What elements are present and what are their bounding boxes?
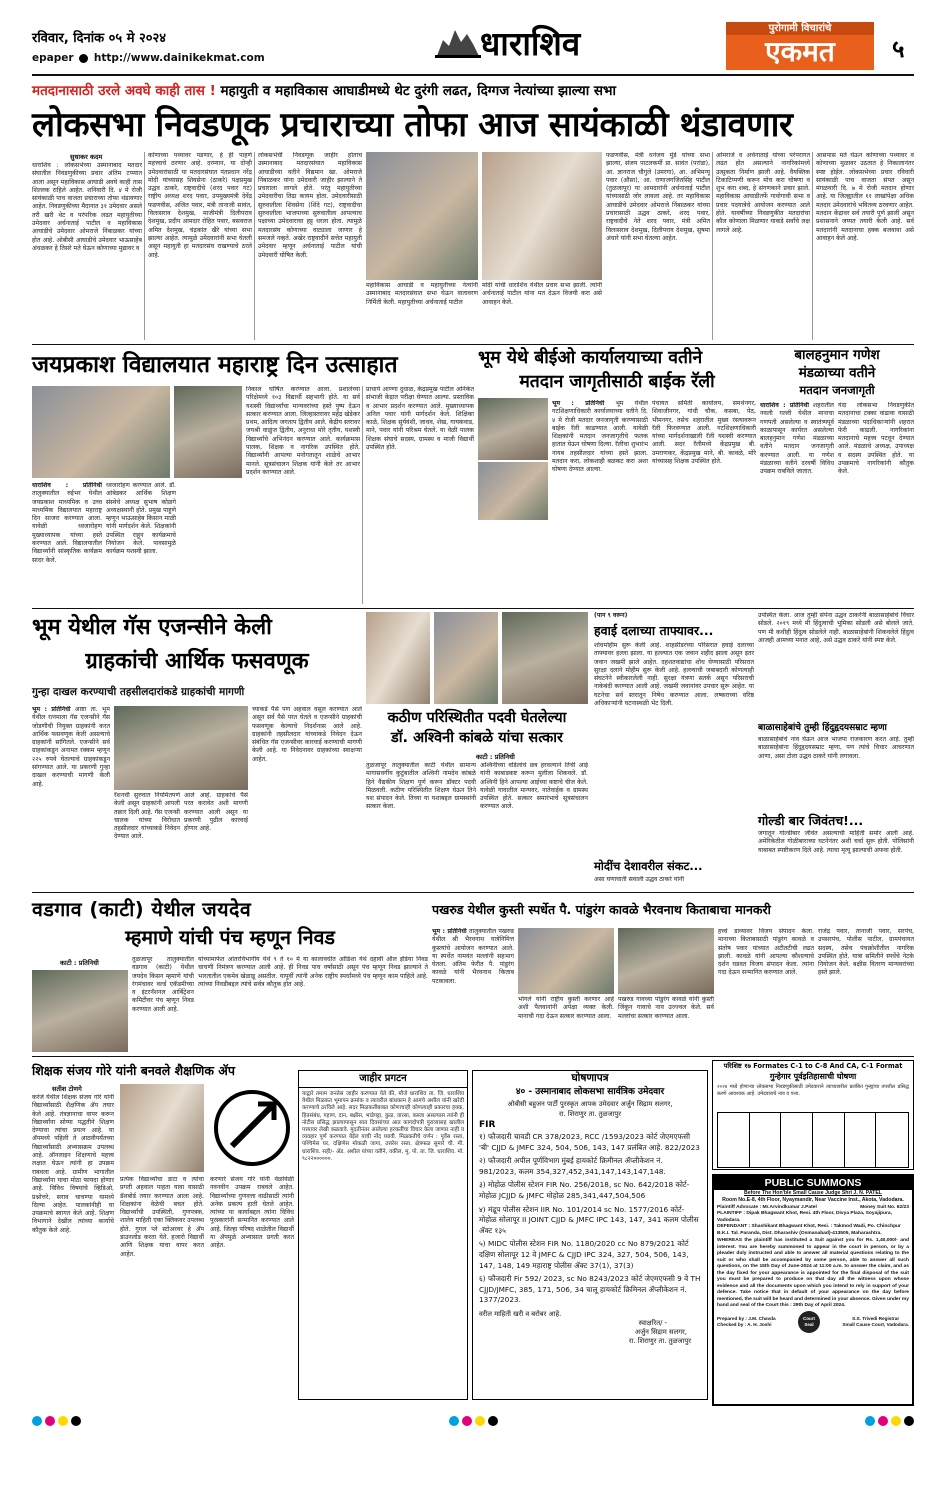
kicker-red: मतदानासाठी उरले अवघे काही तास ! bbox=[32, 83, 216, 99]
cursor-icon bbox=[79, 54, 88, 63]
summons-advocate: Plaintiff Advocate : Mr.Arvindkumar J.Patel bbox=[717, 1205, 817, 1210]
wrestling-col-1: भूम : प्रतिनिधी तालुक्यातील पखरुड येथील श्री भैरवनाथ यात्रेनिमित्त कुस्त्यांचे आयोजन करण्यात आले. या स्पर्धेत नामवंत मल्लांनी सहभाग घेतला. अंतिम फेरीत पै. पांडुरंग कावळे यांनी भैरवनाथ किताब पटकावला. bbox=[432, 928, 514, 985]
brand-tagline: पुरोगामी विचारांचे bbox=[726, 22, 874, 35]
candidate-photo-1 bbox=[366, 152, 478, 280]
public-notice-box bbox=[298, 1070, 468, 1400]
jaiprakash-col-2: ध्वजारोहण करण्यात आले. डॉ. आंबेडकर आर्थिक शिक्षण संस्थेचे अध्यक्ष सुभाष कोळगे अध्यक्षस्थानी होते. प्रमुख पाहुणे म्हणून भाऊसाहेब किसान माळी यांनी मार्गदर्शन केले. शिक्षकांनी उपस्थित राहून कार्यक्रमाचे नियोजन केले. पावसामुळे कार्यक्रम यशस्वी झाला. bbox=[106, 482, 176, 556]
vadgaon-byline: काटी : प्रतिनिधी bbox=[60, 959, 99, 967]
continued-label: (पान ९ वरून) bbox=[594, 612, 628, 619]
jaiprakash-photo-1 bbox=[32, 386, 170, 478]
lead-kicker bbox=[32, 80, 914, 102]
bike-photo-1 bbox=[478, 398, 548, 460]
masthead bbox=[0, 0, 945, 80]
wrestling-col-4: राजेंद्र पवार, तानाजी पवार, सरपंच, उपसरपंच, पोलीस पाटील, ग्रामपंचायत सदस्य, तसेच पंचक्रोशीतील नागरिक उपस्थित होते. यात्रा समितीने स्पर्धेचे नेटके नियोजन केले. बक्षीस वितरण मान्यवरांच्या हस्ते झाले. bbox=[818, 928, 914, 977]
ashwini-byline: काटी : प्रतिनिधी bbox=[476, 753, 515, 761]
continued-col-1b: असा घणाघाती सवाली उद्धव ठाकरे यांनी bbox=[594, 876, 684, 883]
continued-subhead-2: गोल्डी बार जिवंतच!... bbox=[758, 813, 864, 828]
sign-label: स्वाक्षरित/ - bbox=[638, 1318, 667, 1327]
teacher-photo bbox=[120, 1084, 204, 1172]
bike-headline-2: मतदान जागृतीसाठी बाईक रॅली bbox=[519, 372, 715, 392]
teacher-headline: शिक्षक संजय गोरे यांनी बनवले शैक्षणिक ॲप bbox=[32, 1063, 235, 1078]
form-c-body: २०२४ मध्ये होणाऱ्या लोकसभा निवडणुकीसाठी उमेदवाराने त्याच्यावरील प्रलंबित गुन्ह्यांचा तपशील प्रसिद्ध करणे आवश्यक आहे. उमेदवाराचे नाव व पत्ता. bbox=[717, 1084, 909, 1097]
vadgaon-col-2: यांच्यामार्फत आंतरविभागीय येथे ९ ते १० मे या कालावधीत ओडिशा येथे दहावी ऑल इंडिया निवड चाचणी निमंत्रण करण्यात आली आहे. ही निवड पाच वर्षांसाठी असून पंच म्हणून निवड झाल्याने ते भारतातील एकमेव खेळाडू असतील. यापूर्वी त्यांनी अनेक राष्ट्रीय स्पर्धांमध्ये पंच म्हणून काम पाहिले आहे. त्यांच्या निवडीबद्दल त्यांचे सर्वत्र कौतुक होत आहे. bbox=[198, 956, 428, 988]
candidate-photo-2 bbox=[482, 152, 602, 280]
ashwini-col-1: तुळजापूर तालुक्यातील काटी येथील सामान्य मागासवर्गीय कुटुंबातील अश्विनी नामदेव कांबळे हिने वैद्यकीय शिक्षण पूर्ण करून डॉक्टर पदवी मिळवली. कठीण परिस्थितीत शिक्षण घेऊन तिने यश संपादन केले. तिच्या या यशाबद्दल ग्रामस्थांनी सत्कार केला. bbox=[366, 762, 476, 811]
bike-col-2: पंचायत समिती कार्यालय, समर्थनगर, शिवाजीनगर, गांधी चौक, कसबा, पेठ, भीमनगर, तसेच शहरातील मुख्य रस्त्यावरून रॅली फिरवण्यात आली. गटशिक्षणाधिकारी यांच्या मार्गदर्शनाखाली रॅली यशस्वी करण्यात आली. सदर रॅलीमध्ये केंद्रप्रमुख बी. उमराणकर, केंद्रप्रमुख माने, बी. कावळे, मोरे यांच्यासह शिक्षक उपस्थित होते. bbox=[652, 400, 756, 466]
wrestling-col-3: हच्चे डाव्यावर विजय संपादन केला. मानाच्या किताबासाठी पांडुरंग कावळे व संतोष पवार यांच्यात अटीतटीची लढत झाली. कावळे यांनी आपल्या कौशल्याचे दर्शन घडवत विजय संपादन केला. त्यांना गदा देऊन सन्मानित करण्यात आले. bbox=[718, 928, 814, 977]
form-c-box bbox=[712, 1060, 914, 1170]
balhanuman-col-1: धाराशिव : प्रतिनिधी शहरातील नवली गल्ली येथील मानाचा गणपती असलेल्या व स्वातंत्र्यपूर्व काळापासून कार्यरत असलेल्या बालहनुमान गणेश मंडळाच्या वतीने मतदान जनजागृती करण्यात आली. या गणेश मंडळाच्या वतीने दरवर्षी विविध उपक्रम राबविले जातात. bbox=[760, 402, 834, 476]
epaper-label: epaper bbox=[32, 52, 74, 64]
signature-name: अर्जुन सिद्राम सलगर, bbox=[634, 1327, 687, 1336]
gas-col-3: आले आहे. ग्राहकांचे पैसे परत करावेत अशी मागणी करण्यात आली असून या प्रकरणी पुढील कारवाई होणार आहे. bbox=[184, 792, 248, 833]
bike-photo-2 bbox=[478, 462, 548, 520]
balhanuman-byline: धाराशिव : प्रतिनिधी bbox=[760, 402, 809, 409]
photo1-caption: महाविकास आघाडी व महायुतीच्या नेत्यांनी उस्मानाबाद मतदारसंघात सभा घेऊन वातावरण निर्मिती केली. महायुतीच्या अर्चनाताई पाटील bbox=[366, 282, 478, 306]
summons-room: Room No.E-8, 4th Floor, Nyaymandir, Near Vaccine Inst., Akota, Vadodara. bbox=[722, 1197, 904, 1203]
signature-place: रा. शिराणुर ता. तुळजापुर bbox=[628, 1336, 691, 1345]
kicker-rest: महायुती व महाविकास आघाडीमध्ये थेट दुरंगी लढत, दिग्गज नेत्यांच्या झाल्या सभा bbox=[220, 83, 617, 99]
summons-suit: Money Suit No. 62/23 bbox=[860, 1205, 909, 1210]
jaiprakash-photo-2 bbox=[174, 386, 242, 478]
ghoshanapatra-heading: घोषणापत्र bbox=[571, 1072, 609, 1084]
jaiprakash-col-4: निकाल घोषित करण्यात आला. प्रशालेच्या परिक्षेमध्ये १०३ विद्यार्थी सहभागी होते. या सर्व यशस्वी विद्यार्थ्यांचा मान्यवरांच्या हस्ते पुष्प देऊन सत्कार करण्यात आला. जिल्हास्तरावर महेंद्र खेडेकर प्रथम, आदित्य जगताप द्वितीय आले. केंद्रीय स्तरावर जयश्री वाळुंज द्वितीय, अनुराधा मोरे तृतीय, यशस्वी विद्यार्थ्यांचे अभिनंदन करण्यात आले. कार्यक्रमास पालक, शिक्षक व नागरिक उपस्थित होते. विद्यार्थ्यांनी आपल्या मनोगतातून शाळेचे आभार मानले. सूत्रसंचालन शिक्षक यांनी केले तर आभार प्रदर्शन करण्यात आले. bbox=[246, 386, 360, 476]
continued-headline: हवाई दलाच्या ताफ्यावर... bbox=[594, 623, 714, 638]
wrestling-photo-caption-2: पखरुड गावच्या पांडुरंग कावळे यांनी कुस्ती जिंकून गावाचे नाव उज्ज्वल केले. सर्व मल्लांचा सत्कार करण्यात आला. bbox=[618, 996, 714, 1020]
vadgaon-col-1: तुळजापूर तालुक्यातील वडगाव (काटी) येथील जयदेव किसन म्हमाणे यांची रंगमंचावर वर्ल्ड एकॅडमीच्या व इंटरनॅशनल आर्बिट्रेशन कमिटीवर पंच म्हणून निवड करण्यात आली आहे. bbox=[132, 956, 194, 1013]
summons-advocate-row bbox=[714, 1204, 912, 1211]
jaiprakash-col-1: धाराशिव : प्रतिनिधी तालुक्यातील रुईभर येथील जयप्रकाश माध्यमिक व उच्च माध्यमिक विद्यालयात महाराष्ट्र दिन साजरा करण्यात आला. यावेळी ध्वजारोहण मुख्याध्यापक यांच्या हस्ते करण्यात आले. विद्यालयातील विद्यार्थ्यांनी सांस्कृतिक कार्यक्रम सादर केले. bbox=[32, 482, 102, 564]
ashwini-headline-2: डॉ. अश्विनी कांबळे यांचा सत्कार bbox=[391, 730, 563, 746]
epaper-line bbox=[32, 52, 265, 64]
bike-headline-1: भूम येथे बीईओ कार्यालयाच्या वतीने bbox=[478, 348, 703, 368]
edition-title: धाराशिव bbox=[480, 24, 581, 63]
public-notice-body: याद्वारे तमाम जनतेस जाहीर करण्यात येते की, मौजे धाराशिव ता. जि. धाराशिव येथील मिळकत भूमापन क्रमांक व त्यावरील बांधकाम हे आमचे अशील यांनी खरेदी करण्याचे ठरविले आहे. सदर मिळकतीबाबत कोणाचाही कोणत्याही प्रकारचा हक्क, हितसंबंध, गहाण, दान, बक्षीस, भाडेपट्टा, कुळ, वारसा, कब्जा असल्यास त्यांनी ही नोटीस प्रसिद्ध झाल्यापासून सात दिवसांच्या आत कागदोपत्री पुराव्यासह खालील पत्त्यावर लेखी कळवावे. मुदतीनंतर आलेल्या हरकतींचा विचार केला जाणार नाही व व्यवहार पूर्ण करण्यात येईल याची नोंद घ्यावी. मिळकतीचे वर्णन : पूर्वेस रस्ता, पश्चिमेस घर, दक्षिणेस मोकळी जागा, उत्तरेस रस्ता. क्षेत्रफळ सुमारे चौ. मी. धाराशिव. सही/- ॲड. अशील यांच्या वतीने, वकील, मु. पो. ता. जि. धाराशिव. मो. ९८२२००००००. bbox=[302, 1091, 464, 1162]
ghoshanapatra-title: ४० - उस्मानाबाद लोकसभा सार्वत्रिक उमेदवार bbox=[515, 1087, 665, 1097]
gas-photo bbox=[114, 706, 248, 790]
vadgaon-headline-2: म्हमाणे यांची पंच म्हणून निवड bbox=[125, 926, 335, 949]
summons-checked: Checked by : A. H. Joshi bbox=[717, 1321, 772, 1327]
continued-subhead-1: बाळासाहेबांचे तुम्ही हिंदुहृदयसम्राट म्हणा bbox=[758, 723, 887, 733]
summons-heading: PUBLIC SUMMONS bbox=[714, 1176, 912, 1190]
court-seal-icon bbox=[798, 1311, 820, 1333]
gas-col-1: भूम : प्रतिनिधी आष्टा ता. भूम येथील रत्नमाला गॅस एजन्सीने गॅस जोडणीची नियुक्त ग्राहकांनी करत आर्थिक फसवणूक केली असल्याचे ग्राहकांनी सांगितले. एजन्सीने सर्व ग्राहकांकडून अनामत रक्कम म्हणून २२५ रुपये घेतल्याचे ग्राहकांकडून सांगण्यात आले. या प्रकरणी गुन्हा दाखल करण्याची मागणी केली आहे. bbox=[32, 706, 110, 788]
fir-label: FIR bbox=[479, 1120, 496, 1130]
bike-col-1: भूम : प्रतिनिधी भूम येथील गटशिक्षणाधिकारी कार्यालयाच्या वतीने दि. ४ मे रोजी मतदार जनजागृती करण्यासाठी बाईक रॅली काढण्यात आली. यावेळी शिक्षकांनी मतदान जनजागृतीचे फलक हातात घेऊन घोषणा दिल्या. रॅलीचा शुभारंभ नायब तहसीलदार यांच्या हस्ते झाला. मतदान करा, लोकशाही बळकट करा अशा घोषणा देण्यात आल्या. bbox=[552, 400, 648, 474]
vadgaon-headline-1: वडगाव (काटी) येथील जयदेव bbox=[32, 898, 252, 921]
print-registration-marks bbox=[32, 1416, 914, 1430]
continued-col-2: उपस्थित केला. आज तुम्ही संपेना उद्धव ठाकरेंनी बाळासाहेबांचे विचार सोडले. २०१९ मध्ये मी हिंदुत्वाची भूमिका सोडली असे बोलले जाते. पण मी कधीही हिंदुत्व सोडलेले नाही. बाळासाहेबांनी शिकवलेले हिंदुत्व आजही आमच्या मनात आहे, असे उद्धव ठाकरे यांनी स्पष्ट केले. bbox=[758, 612, 914, 644]
form-c-heading: परिशिष्ट १७ Formates C-1 to C-8 And CA, C-1 Format bbox=[723, 1062, 903, 1070]
wrestling-headline: पखरुड येथील कुस्ती स्पर्धेत पै. पांडुरंग कावळे भैरवनाथ किताबाचा मानकरी bbox=[432, 902, 771, 917]
fir-list bbox=[473, 1132, 707, 1306]
brand-box bbox=[726, 22, 874, 70]
fir-item: ६) फौजदारी Fir 592/ 2023, sc No 8243/2023 कोर्ट जेएमएफसी 9 वे TH CJJD/JMFC, 385, 171, 506, 34 चालू हायकोर्ट क्रिमिनल ॲप्लीकेशन नं. 1377/2023. bbox=[479, 1274, 701, 1305]
fir-item: १) फौजदारी चावडी CR 378/2023, RCC /1593/2023 कोर्ट जेएमएफसी 'बी' CJJD & JMFC 324, 504, 506, 143, 147 प्रलंबित आहे. 822/2023 bbox=[479, 1132, 700, 1152]
balhanuman-headline-1: बालहनुमान गणेश bbox=[794, 347, 880, 363]
teacher-col-1: करंजे येथील शिक्षक संजय गोरे यांनी विद्यार्थ्यांसाठी शैक्षणिक ॲप तयार केले आहे. तंत्रज्ञानाचा वापर करून विद्यार्थ्यांना सोप्या पद्धतीने शिक्षण देण्याचा त्यांचा प्रयत्न आहे. या ॲपमध्ये पहिली ते आठवीपर्यंतच्या विद्यार्थ्यांसाठी अभ्यासक्रम उपलब्ध आहे. ऑनलाइन शिक्षणाचे महत्त्व लक्षात घेऊन त्यांनी हा उपक्रम राबवला आहे. ग्रामीण भागातील विद्यार्थ्यांना याचा मोठा फायदा होणार आहे. विविध विषयांचे व्हिडिओ, प्रश्नोत्तरे, सराव चाचण्या यामध्ये दिल्या आहेत. पालकांनीही या उपक्रमाचे स्वागत केले आहे. शिक्षण विभागाने देखील त्यांच्या कार्याचे कौतुक केले आहे. bbox=[32, 1094, 114, 1234]
gas-col-2: रॅशनची सुरुवात नियमितपणे केली असून ग्राहकांनी आपली तक्रार दिली आहे. गॅस एजन्सी चालक यांच्या विरोधात तहसीलदार यांच्याकडे निवेदन देण्यात आले. bbox=[114, 792, 180, 841]
form-c-sub: गुन्हेगार पूर्वइतिहासाची घोषणा bbox=[769, 1072, 857, 1081]
continued-subhead-3: मोदींच देशावरील संकट... bbox=[594, 859, 703, 873]
summons-registrar: S.S. Trivedi Registrar bbox=[852, 1315, 900, 1321]
summons-body: WHEREAS the plaintiff has instituted a Suit against you for Rs. 1,40,000/- and interest. You are hereby summoned to appear in the court in person, or by a pleader duly instructed and able to answer all material questions relating to the suit or who shall be accompanied by some person, able to answer all such questions, on the 15th Day of June-2024 at 11:00 a.m. to answer the claim, and as the day fixed for your appearance is appointed for the final disposal of the suit you must be prepared to produce on that day all the witness upon whose evidence and all the documents upon which you intend to rely in support of your defence. Take notice that in default of your appearance on the day before mentioned, the suit will be heard and determined in your absence. Given under my hand and seal of the Court this : 29th Day of April 2024. bbox=[717, 1238, 909, 1309]
lead-byline: सुधाकर कदम bbox=[70, 153, 103, 161]
website-link[interactable]: http://www.dainikekmat.com bbox=[93, 52, 265, 64]
teacher-col-2: प्रत्येक विद्यार्थ्यांचा डाटा व त्यांचा प्रगती अहवाल पाहता यावा यासाठी डॅशबोर्ड तयार करण्यात आला आहे. शिक्षकांना वेळेची बचत होते. विद्यार्थ्यांची उपस्थिती, गुणपत्रक, शालेय माहिती एका क्लिकवर उपलब्ध होते. गुगल प्ले स्टोअरवर हे ॲप डाउनलोड करता येते. हजारो विद्यार्थी आणि शिक्षक याचा वापर करत आहेत. bbox=[120, 1176, 204, 1258]
ghoshanapatra-intro: ओबीसी बहुजन पार्टी पुरस्कृत आपक उमेदवार अर्जुन सिद्राम सलगर, bbox=[507, 1100, 673, 1108]
ghoshanapatra-footer: वरील माहिती खरी व बरोबर आहे. bbox=[479, 1309, 562, 1318]
fir-item: ५) MIDC पोलीस स्टेशन FIR No. 1180/2020 cc No 879/2021 कोर्ट दक्षिण सोलापूर 12 वे JMFC & CJJD IPC 324, 327, 504, 506, 143, 147, 148, 149 महाराष्ट्र पोलीस ॲक्ट 37(1), 37(3) bbox=[479, 1239, 689, 1270]
lead-col-4: फडणवीस, मंत्री धनंजय मुंडे यांच्या सभा झाल्या, संजय पाटलकर्मी प्रा. सावंत (परांडा), आ. ज्ञानराज चौगुले (उमरगा), आ. अभिमन्यू पवार (औसा), आ. राणाजगजितसिंह पाटील (तुळजापूर) या आमदारांनी अर्चनाताई पाटील यांच्यासाठी जोर लावला आहे. तर महाविकास आघाडीचे उमेदवार ओमराजे निंबाळकर यांच्या प्रचारासाठी उद्धव ठाकरे, शरद पवार, राष्ट्रवादीचे नेते शरद पवार, मंत्री अमित विलासराव देशमुख, दिलीपराव देशमुख, सुषमा अंधारे यांनी सभा घेतल्या आहेत. bbox=[606, 152, 710, 242]
date-line: रविवार, दिनांक ०५ मे २०२४ bbox=[32, 31, 167, 46]
lead-col-6: आसपास मते घेऊन कोणाच्या पथ्यावर व कोणाच्या मुळावर उठतात हे निकालानंतर स्पष्ट होईल. लोकसभेच्या प्रचार रविवारी सायंकाळी पाच वाजता संपत असून मंगळवारी दि. ७ मे रोजी मतदान होणार आहे. या जिल्ह्यातील ११ लाखांपेक्षा अधिक मतदार उमेदवारांचे भवितव्य ठरवणार आहेत. मतदान केंद्रावर सर्व तयारी पूर्ण झाली असून प्रशासनाने जय्यत तयारी केली आहे. सर्व मतदारांनी मतदानाचा हक्क बजवावा असे आवाहन केले आहे. bbox=[816, 152, 914, 242]
wrestling-photo-caption-1: भोगले यांनी राष्ट्रीय कुस्ती करणार आहे अशी पैलवानांनी अपेक्षा व्यक्त केली. मानाची गदा देऊन सत्कार करण्यात आला. bbox=[518, 996, 614, 1020]
gas-headline-1: भूम येथील गॅस एजन्सीने केली bbox=[32, 615, 272, 640]
continued-col-1: शोधमोहीम सुरू केली आहे. शाहसीडरच्या परिसरात हवाई दलाच्या ताफ्यावर हल्ला झाला. या हल्ल्यात एक जवान शहीद झाला असून इतर जवान जखमी झाले आहेत. दहशतवाद्यांचा शोध घेण्यासाठी परिसरात सुरक्षा दलाने मोहीम सुरू केली आहे. हल्ल्याची जबाबदारी कोणत्याही संघटनेने स्वीकारलेली नाही. सुरक्षा यंत्रणा सतर्क असून परिसराची नाकेबंदी करण्यात आली आहे. जखमी जवानांवर उपचार सुरू आहेत. या घटनेचा सर्व स्तरातून निषेध करण्यात आला. लष्कराच्या वरिष्ठ अधिकाऱ्यांनी घटनास्थळी भेट दिली. bbox=[594, 642, 754, 708]
page-number: ५ bbox=[892, 35, 905, 63]
summons-plaintiff: PLAINTIFF : Dipak Bhagwant Khot, Resi. 4th Floor, Divya Plaza, Soyajipura, Vadodara. bbox=[717, 1211, 893, 1223]
vadgaon-photo bbox=[32, 970, 128, 1052]
continued-col-3: बाळासाहेबांचे नाव घेऊन आज भाजपा राजकारण करत आहे. तुम्ही बाळासाहेबांना हिंदुहृदयसम्राट म्हणा, पण त्यांचे विचार आचरणात आणा, असा टोला उद्धव ठाकरे यांनी लगावला. bbox=[758, 736, 914, 760]
wrestling-byline: भूम : प्रतिनिधी bbox=[432, 928, 467, 935]
ghoshanapatra-box bbox=[472, 1070, 708, 1400]
lead-col-5: ओमराजे व अर्चनाताई यांच्या परंपरागत लढत होत असल्याने नागरिकांमध्ये उत्सुकता निर्माण झाली आहे. वैयक्तिक टिकाटिप्पणी करून मोच करा घोषणा व शुभ करा शब्द, हे संगणकाने प्रचार झाले. महाविकास आघाडीतर्फे गावोगावी सभा व प्रचार पदयात्रेचे आयोजन करण्यात आले होते. यावर्षीच्या निवडणुकीत मतदारांचा कौल कोणाला मिळणार याकडे सर्वांचे लक्ष लागले आहे. bbox=[716, 152, 810, 234]
ghoshanapatra-intro-2: रा. शिराणुर ता. तुळजापुर bbox=[558, 1110, 622, 1118]
teacher-byline: सतीश टोणगे bbox=[52, 1085, 82, 1093]
brand-name: एकमत bbox=[765, 35, 835, 68]
ashwini-photo-2 bbox=[434, 612, 498, 704]
gas-col-4: च्याकडे पैसे पण अहवाल वसूल करण्यात आले असून सर्व पैसे परत घेतले व एजन्सीने ग्राहकांची फसवणूक केल्याचे निदर्शनास आले आहे. ग्राहकांनी तहसीलदार यांच्याकडे निवेदन देऊन संबंधित गॅस एजन्सीवर कारवाई करण्याची मागणी केली आहे. या निवेदनावर ग्राहकांच्या स्वाक्षऱ्या आहेत. bbox=[252, 706, 362, 763]
public-notice-heading: जाहीर प्रगटन bbox=[299, 1071, 467, 1088]
fir-item: २) फौजदारी अपील पूर्णविभाग मुंबई हायकोर्ट क्रिमीनल ॲप्लीकेशन नं. 981/2023, कलम 354,327,452,341,147,143,147,148. bbox=[479, 1156, 666, 1176]
app-logo-icon bbox=[210, 1084, 294, 1172]
balhanuman-headline-3: मतदान जनजागृती bbox=[799, 383, 875, 397]
summons-defendant: DEFENDANT : Shashikant Bhagwant Khot, Resi. : Takmod Wadi, Po. Chinchpur B.K.I. Tal. Paranda, Dist. Dharashiv (Osmanabad)-413505, Maharashtra. bbox=[717, 1224, 901, 1236]
lead-headline: लोकसभा निवडणूक प्रचाराच्या तोफा आज सायंकाळी थंडावणार bbox=[32, 105, 793, 145]
balhanuman-col-2: यंदा लोकसभा निवडणुकीत मतदानाचा टक्का वाढावा यासाठी मंडळाच्या पदाधिकाऱ्यांनी शहरात फेरी काढली. नागरिकांना मतदानाचे महत्त्व पटवून देण्यात आले. मंडळाचे अध्यक्ष, उपाध्यक्ष व सदस्य उपस्थित होते. या उपक्रमाचे नागरिकांनी कौतुक केले. bbox=[838, 402, 914, 476]
jaiprakash-byline: धाराशिव : प्रतिनिधी bbox=[32, 482, 102, 489]
summons-footer bbox=[714, 1311, 912, 1333]
ashwini-photo-3 bbox=[502, 612, 588, 704]
lead-col-2: कोणाच्या पथ्यावर पडणार, हे ही पाहणे महत्त्वाचे ठरणार आहे. दरम्यान, या दोन्ही उमेदवारांसाठी या मतदारसंघात पंतप्रधान नरेंद्र मोदी यांच्यासह शिवसेना (ठाकरे) पक्षप्रमुख उद्धव ठाकरे, राष्ट्रवादीचे (शरद पवार गट) राष्ट्रीय अध्यक्ष शरद पवार, उपमुख्यमंत्री देवेंद्र फडणवीस, अजित पवार, मंत्री तानाजी सावंत, विलासराव देशमुख, माजीमंत्री दिलीपराव देशमुख, प्रदीप आमदार रोहित पवार, बसवराज अमित देशमुख, चंद्रकांत खैरे यांच्या सभा झाल्या आहेत. त्यामुळे उमेदवारांनी सभा घेतली असून महायुती हा मतदारसंघ राखण्याचे ठरले आहे. bbox=[148, 152, 252, 259]
gas-headline-2: ग्राहकांची आर्थिक फसवणूक bbox=[85, 649, 309, 674]
continued-col-4: जगातून गोल्डीबार जीवंत असल्याची माहिती समोर आली आहे. अमेरिकेतील गोळीबाराच्या घटनेनंतर अशी चर्चा सुरू होती. पोलिसांनी याबाबत स्पष्टीकरण दिले आहे. त्याचा मृत्यू झाल्याची अफवा होती. bbox=[758, 830, 914, 854]
summons-registrar-court: Small Cause Court, Vadodara. bbox=[842, 1321, 909, 1327]
summons-box bbox=[712, 1174, 914, 1406]
gas-subhead: गुन्हा दाखल करण्याची तहसीलदारांकडे ग्राहकांची मागणी bbox=[32, 686, 245, 698]
balhanuman-headline-2: मंडळाच्या वतीने bbox=[798, 365, 876, 381]
bike-byline: भूम : प्रतिनिधी bbox=[552, 400, 605, 407]
lead-col-3: लोकसभेची निवडणूक जाहीर होताच उस्मानाबाद मतदारसंघात महाविकास आघाडीच्या वतीने विद्यमान खा. ओमराजे निंबाळकर यांना उमेदवारी जाहीर झाल्याने ते प्रचाराला लागले होते. परंतु महायुतीच्या उमेदवारीचा तिढा कायम होता. उमेदवारीसाठी सुरुवातीला शिवसेना (शिंदे गट), राष्ट्रवादीचा सुरुवातीला भाजपाच्या सुरुवातीला आपल्याच पक्षाच्या उमेदवाराचा हट्ट धरला होता. त्यामुळे मतदारसंघ कोणाच्या वाट्याला जाणार हे समजले नव्हते. अखेर राष्ट्रवादीने सत्तेत महायुती उमेदवार म्हणून अर्चनाताई पाटील यांची उमेदवारी घोषित केली. bbox=[258, 152, 362, 259]
ashwini-photo-1 bbox=[366, 612, 430, 704]
ashwini-col-2: अश्विनीच्या वडिलांचे छत्र हरवल्याने तिची आई यांनी काबाडकष्ट करून मुलीला शिकवले. डॉ. अश्विनी हिने आपल्या आईच्या कष्टाचे चीज केले. यावेळी गावातील मान्यवर, नातेवाईक व ग्रामस्थ उपस्थित होते. सत्कार समारंभाचे सूत्रसंचालन करण्यात आले. bbox=[480, 762, 588, 811]
jaiprakash-col-5: प्राचार्य आण्णा दुधाळ, केंद्रप्रमुख पाटील अनिकेत संभाजी केंद्रात परीक्षा घेण्यात आल्या. प्रस्ताविक व आभार प्रदर्शन करण्यात आले. मुख्याध्यापक अनिल पवार यांनी मार्गदर्शन केले. शिक्षिका काळे, शिक्षक सूर्यवंशी, जाधव, शेख, गायकवाड, माने, पवार यांनी परिश्रम घेतले. या वेळी पालक शिक्षक संघाचे सदस्य, ग्रामस्थ व माजी विद्यार्थी उपस्थित होते. bbox=[366, 386, 474, 452]
teacher-col-3: करणारे संजय गोरे यांनी वेळोवेळी नवनवीन उपक्रम राबवले आहेत. विद्यार्थ्यांच्या गुणवत्ता वाढीसाठी त्यांनी अनेक प्रकल्प हाती घेतले आहेत. त्यांच्या या कार्याबद्दल त्यांना विविध पुरस्कारांनी सन्मानित करण्यात आले आहे. जिल्हा परिषद शाळेतील विद्यार्थी या ॲपमुळे अभ्यासात प्रगती करत आहेत. bbox=[210, 1176, 294, 1250]
court-seal-text: Court Seal bbox=[802, 1315, 815, 1327]
ashwini-headline-1: कठीण परिस्थितीत पदवी घेतलेल्या bbox=[387, 710, 567, 726]
edition-motif bbox=[435, 22, 481, 58]
lead-col-1: धाराशिव : लोकसभेच्या उस्मानाबाद मतदार संघातील निवडणुकीच्या प्रचार अंतिम टप्प्यात आला असून महाविकास आघाडी अवघे काही तास शिल्लक राहिले आहेत. शनिवारी दि. ४ मे रोजी सायंकाळी पाच वाजता प्रचाराच्या तोफा थंडावणार आहेत. निवडणुकीच्या मैदानात ३१ उमेदवार असले तरी खरी थेट व परंपरिक लढत महायुतीच्या उमेदवार अर्चनाताई पाटील व महाविकास आघाडीचे उमेदवार ओमराजे निंबाळकर यांच्या होत आहे. ओबीसी आघाडीचे उमेदवार भाऊसाहेब अंधळकर हे तिसरे मते घेऊन कोणाच्या मुद्यावर व bbox=[32, 162, 142, 252]
wrestling-photo-2 bbox=[618, 928, 714, 994]
summons-prepared: Prepared by : J.M. Chavda bbox=[717, 1315, 776, 1321]
fir-item: ४) मंद्रूप पोलीस स्टेशन IIR No. 101/2014 sc No. 1577/2016 कोर्ट- मोहोळ सोलापूर II JOINT CJJD & JMFC IPC 143, 147, 341 कलम पोलीस ॲक्ट १३५ bbox=[479, 1204, 699, 1235]
gas-byline: भूम : प्रतिनिधी bbox=[32, 706, 71, 713]
jaiprakash-headline: जयप्रकाश विद्यालयात महाराष्ट्र दिन उत्साहात bbox=[32, 352, 398, 378]
fir-item: ३) मोहोळ पोलीस स्टेशन FIR No. 256/2018, sc No. 642/2018 कोर्ट- मोहोळ JCJJD & JMFC मोहोळ 285,341,447,504,506 bbox=[479, 1180, 690, 1200]
summons-court: Before The Hon'ble Small Cause Judge Shri J. N. PATEL bbox=[744, 1190, 882, 1196]
photo2-caption: मोदी यांची धाराशिव येथील प्रचार सभा झाली. त्यांनी अर्चनाताई पाटील यांना मत देऊन विजयी करा असे आवाहन केले. bbox=[482, 282, 602, 306]
form-c-table bbox=[717, 1112, 909, 1168]
wrestling-photo-1 bbox=[518, 928, 614, 994]
masthead-rule bbox=[32, 74, 914, 76]
